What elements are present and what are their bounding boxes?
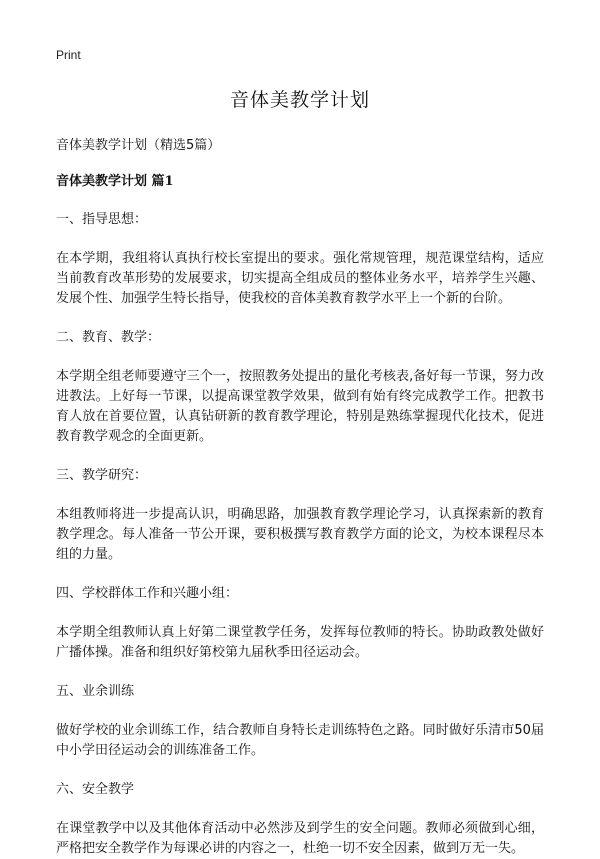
heading-education-teaching: 二、教育、教学： — [56, 330, 161, 345]
section-title: 音体美教学计划 篇1 — [56, 174, 174, 189]
heading-safety-teaching: 六、安全教学 — [56, 782, 135, 797]
heading-guiding-ideology: 一、指导思想： — [56, 212, 148, 227]
heading-teaching-research: 三、教学研究： — [56, 468, 148, 483]
paragraph-group-activities: 本学期全组教师认真上好第二课堂教学任务，发挥每位教师的特长。协助政教处做好广播体操。准备和组织好第校第九届秋季田径运动会。 — [56, 625, 544, 660]
heading-group-activities: 四、学校群体工作和兴趣小组： — [56, 586, 239, 601]
paragraph-safety-teaching: 在课堂教学中以及其他体育活动中必然涉及到学生的安全问题。教师必须做到心细，严格把安全教学作为每课必讲的内容之一，杜绝一切不安全因素，做到万无一失。 — [56, 821, 544, 856]
document-subtitle: 音体美教学计划（精选5篇） — [56, 138, 221, 153]
paragraph-amateur-training: 做好学校的业余训练工作，结合教师自身特长走训练特色之路。同时做好乐清市50届中小学田径运动会的训练准备工作。 — [56, 723, 544, 758]
heading-amateur-training: 五、业余训练 — [56, 684, 135, 699]
paragraph-teaching-research: 本组教师将进一步提高认识，明确思路，加强教育教学理论学习，认真探索新的教育教学理念。每人准备一节公开课，要积极撰写教育教学方面的论文，为校本课程尽本组的力量。 — [56, 507, 544, 562]
document-title: 音体美教学计划 — [229, 89, 370, 111]
print-link[interactable]: Print — [56, 48, 81, 62]
paragraph-guiding-ideology: 在本学期，我组将认真执行校长室提出的要求。强化常规管理，规范课堂结构，适应当前教育改革形势的发展要求，切实提高全组成员的整体业务水平，培养学生兴趣、发展个性、加强学生特长指导，使我校的音体美教育教学水平上一个新的台阶。 — [56, 251, 544, 306]
paragraph-education-teaching: 本学期全组老师要遵守三个一，按照教务处提出的量化考核表,备好每一节课，努力改进教法。上好每一节课，以提高课堂教学效果，做到有始有终完成教学工作。把教书育人放在首要位置，认真钻研新的教育教学理论，特别是熟练掌握现代化技术，促进教育教学观念的全面更新。 — [56, 369, 544, 444]
